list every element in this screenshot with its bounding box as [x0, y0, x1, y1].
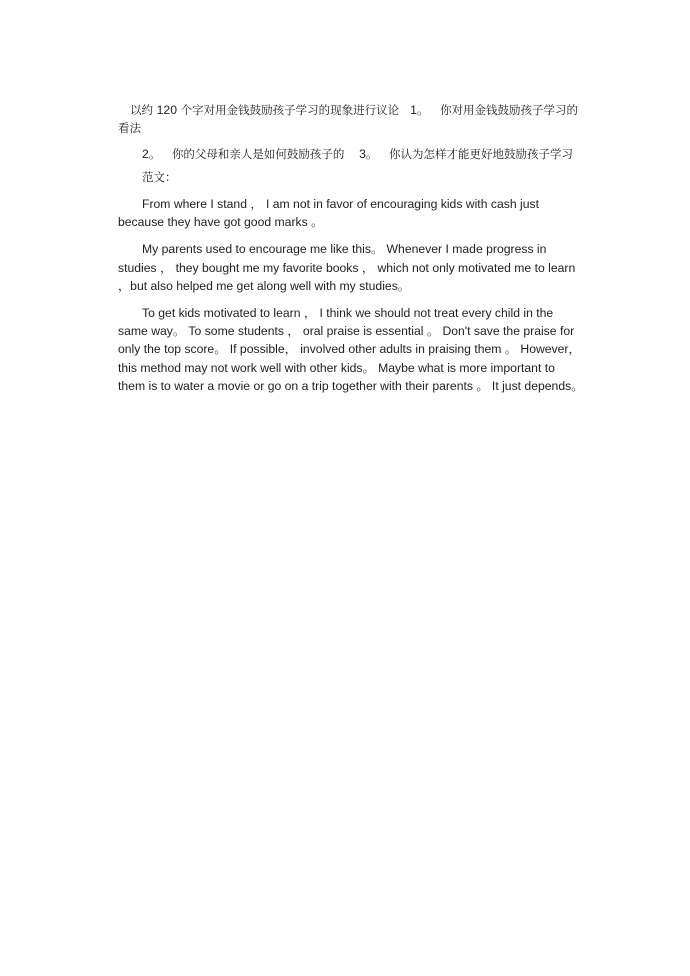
prompt-topic-text: 个字对用金钱鼓励孩子学习的现象进行议论: [180, 103, 400, 117]
question-3-text: 你认为怎样才能更好地鼓励孩子学习: [389, 147, 573, 161]
question-2-text: 你的父母和亲人是如何鼓励孩子的: [171, 147, 345, 161]
question-2-number: 2。: [142, 147, 161, 161]
essay-prompt: [118, 101, 584, 137]
essay-paragraph-1: From where I stand ， I am not in favor of encouraging kids with cash just because they have got good marks 。: [118, 197, 539, 230]
document-content: [118, 101, 584, 395]
question-1-number: 1。: [410, 103, 430, 117]
question-line: [118, 145, 584, 163]
sample-essay-label: 范文：: [142, 170, 177, 184]
question-3-number: 3。: [359, 147, 379, 161]
essay-paragraph-2: My parents used to encourage me like this。 Whenever I made progress in studies ， they bought me my favorite books ， which not only motivated me to learn ，but also helped me get along well with my studies。: [118, 242, 576, 293]
essay-paragraph-3: To get kids motivated to learn ， I think we should not treat every child in the same way。 To some students ， oral praise is essential 。 Don't save the praise for only the top score。 If possible， involved other adults in praising them 。 However， this method may not work well with other kids。 Maybe what is more important to them is to water a movie or go on a trip together with their parents 。 It just depends。: [118, 306, 584, 393]
question-1-text: 你对用金钱鼓励孩子学习的看法: [118, 103, 579, 135]
prompt-intro-text: 以约: [130, 103, 153, 117]
word-count-number: 120: [156, 103, 177, 117]
